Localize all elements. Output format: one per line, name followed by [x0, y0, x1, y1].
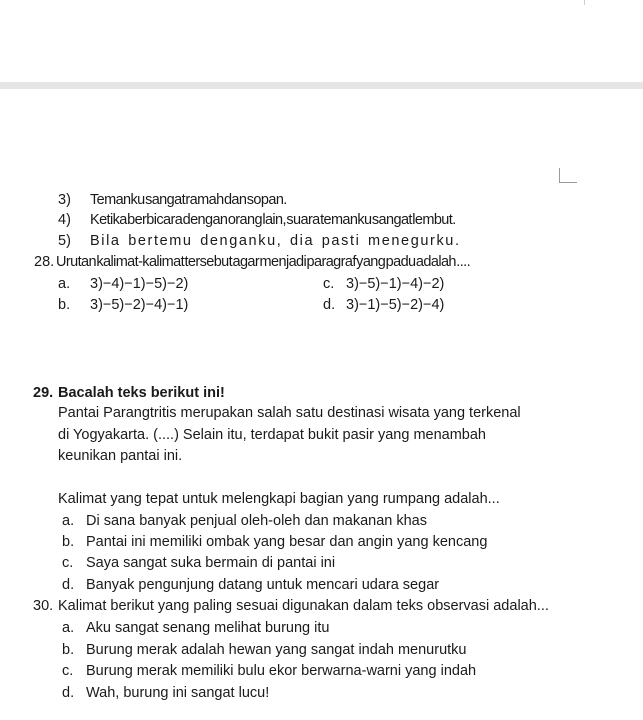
- option-29a-text: Di sana banyak penjual oleh-oleh dan makanan khas: [86, 513, 427, 529]
- page-divider: [0, 82, 643, 89]
- option-28c-text: 3)−5)−1)−4)−2): [346, 276, 445, 292]
- passage-line-3: keunikan pantai ini.: [58, 448, 183, 464]
- statement-4-text: Ketika berbicara dengan orang lain, suara temanku sangat lembut.: [90, 212, 456, 228]
- option-28a-text: 3)−4)−1)−5)−2): [90, 276, 189, 292]
- option-30d-letter: d.: [62, 685, 75, 701]
- option-28d-letter: d.: [323, 297, 336, 313]
- option-30c-letter: c.: [62, 663, 74, 679]
- option-30a-letter: a.: [62, 620, 75, 636]
- statement-5-text: Bila bertemu denganku, dia pasti menegurku.: [90, 233, 461, 249]
- option-30c-text: Burung merak memiliki bulu ekor berwarna-warni yang indah: [86, 663, 477, 679]
- option-30a-text: Aku sangat senang melihat burung itu: [86, 620, 330, 636]
- question-28-text: Urutan kalimat-kalimat tersebut agar menjadi paragraf yang padu adalah ....: [56, 254, 471, 270]
- option-29d-text: Banyak pengunjung datang untuk mencari udara segar: [86, 577, 440, 593]
- statement-5-number: 5): [58, 233, 71, 249]
- statement-4-number: 4): [58, 212, 71, 228]
- question-29-number: 29.: [33, 385, 54, 401]
- question-28-number: 28.: [34, 254, 55, 270]
- option-30b-text: Burung merak adalah hewan yang sangat indah menurutku: [86, 642, 467, 658]
- question-29-text: Kalimat yang tepat untuk melengkapi bagian yang rumpang adalah...: [58, 491, 500, 507]
- option-29c-text: Saya sangat suka bermain di pantai ini: [86, 555, 336, 571]
- option-30b-letter: b.: [62, 642, 75, 658]
- passage-line-2: di Yogyakarta. (....) Selain itu, terdapat bukit pasir yang menambah: [58, 427, 486, 443]
- statement-3-number: 3): [58, 192, 71, 208]
- option-28c-letter: c.: [323, 276, 335, 292]
- question-29-title: Bacalah teks berikut ini!: [58, 385, 225, 401]
- option-29b-text: Pantai ini memiliki ombak yang besar dan angin yang kencang: [86, 534, 488, 550]
- top-edge-mark: [584, 0, 585, 5]
- option-28b-text: 3)−5)−2)−4)−1): [90, 297, 189, 313]
- option-30d-text: Wah, burung ini sangat lucu!: [86, 685, 270, 701]
- option-29c-letter: c.: [62, 555, 74, 571]
- question-30-text: Kalimat berikut yang paling sesuai digunakan dalam teks observasi adalah...: [58, 598, 549, 614]
- option-28a-letter: a.: [58, 276, 71, 292]
- option-28b-letter: b.: [58, 297, 71, 313]
- passage-line-1: Pantai Parangtritis merupakan salah satu destinasi wisata yang terkenal: [58, 405, 521, 421]
- option-29b-letter: b.: [62, 534, 75, 550]
- option-28d-text: 3)−1)−5)−2)−4): [346, 297, 445, 313]
- question-30-number: 30.: [33, 598, 54, 614]
- statement-3-text: Temanku sangat ramah dan sopan.: [90, 192, 287, 208]
- option-29a-letter: a.: [62, 513, 75, 529]
- option-29d-letter: d.: [62, 577, 75, 593]
- corner-crop-mark: [559, 168, 577, 183]
